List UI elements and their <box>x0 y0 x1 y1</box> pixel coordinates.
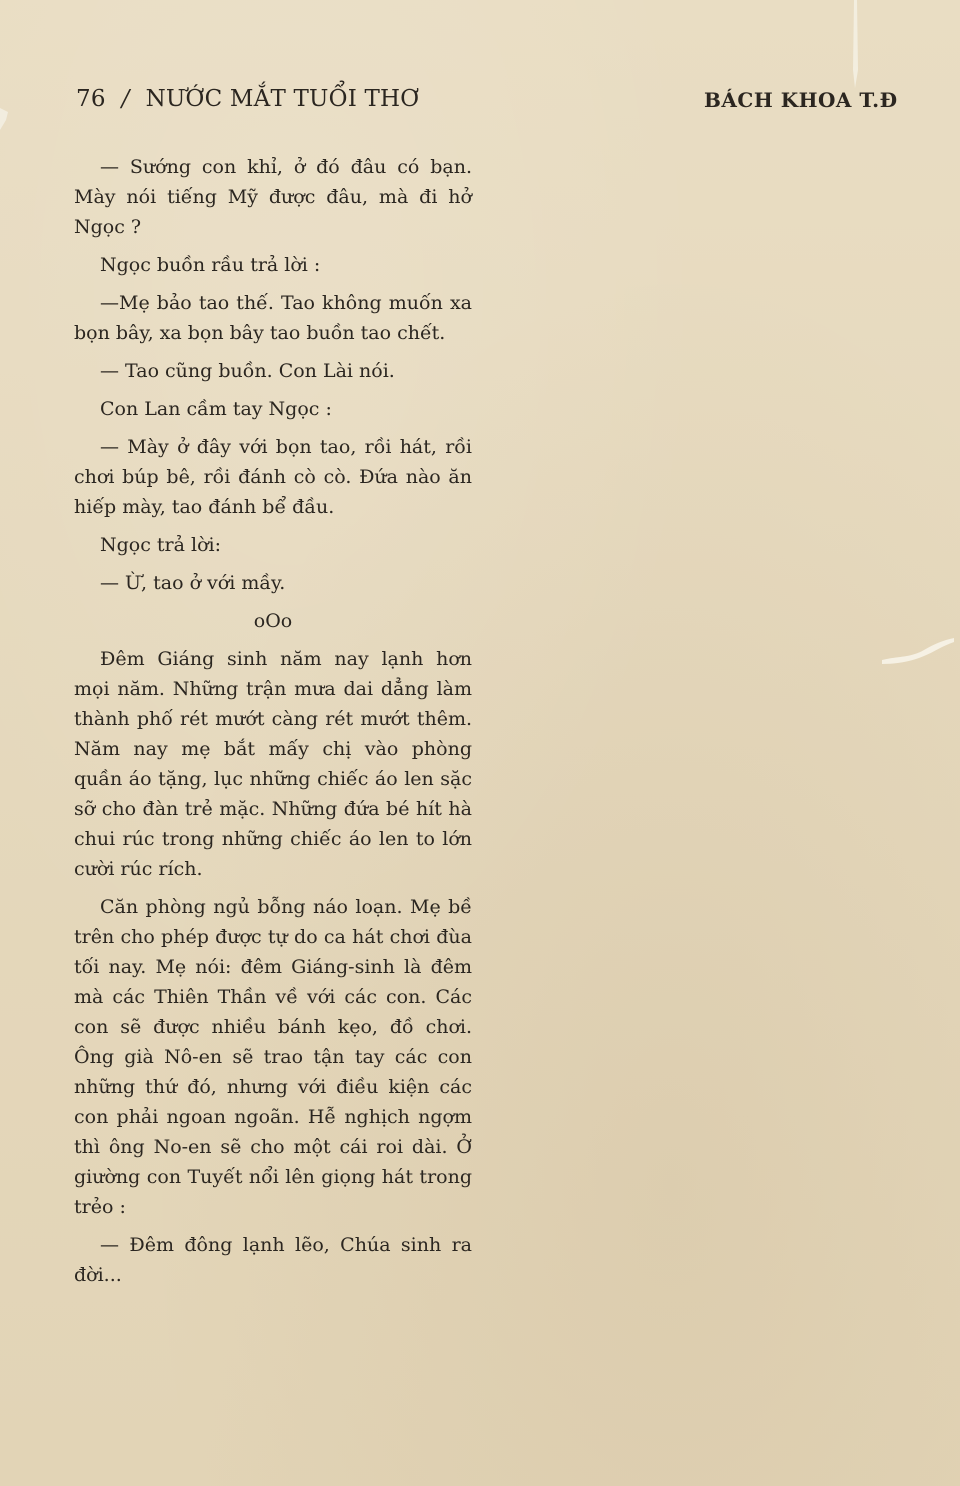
body-text-column <box>74 152 472 1298</box>
paragraph: —Mẹ bảo tao thế. Tao không muốn xa bọn bây, xa bọn bây tao buồn tao chết. <box>74 292 472 344</box>
paragraph: Con Lan cầm tay Ngọc : <box>100 398 332 420</box>
paragraph: Đêm Giáng sinh năm nay lạnh hơn mọi năm. Những trận mưa dai dẳng làm thành phố rét mướt càng rét mướt thêm. Năm nay mẹ bắt mấy chị vào phòng quần áo tặng, lục những chiếc áo len sặc sỡ cho đàn trẻ mặc. Những đứa bé hít hà chui rúc trong những chiếc áo len to lớn cười rúc rích. <box>74 648 472 880</box>
header-separator: / <box>121 86 130 112</box>
paragraph: — Sướng con khỉ, ở đó đâu có bạn. Mày nói tiếng Mỹ được đâu, mà đi hở Ngọc ? <box>74 156 472 238</box>
edge-mark <box>0 100 10 140</box>
paper-crease-mark <box>846 0 866 90</box>
paragraph: — Tao cũng buồn. Con Lài nói. <box>100 360 395 382</box>
paragraph: Căn phòng ngủ bỗng náo loạn. Mẹ bề trên cho phép được tự do ca hát chơi đùa tối nay. Mẹ nói: đêm Giáng-sinh là đêm mà các Thiên Thần về với các con. Các con sẽ được nhiều bánh kẹo, đồ chơi. Ông già Nô-en sẽ trao tận tay các con những thứ đó, nhưng với điều kiện các con phải ngoan ngoãn. Hễ nghịch ngợm thì ông No-en sẽ cho một cái roi dài. Ở giường con Tuyết nổi lên giọng hát trong trẻo : <box>74 896 472 1218</box>
page-number: 76 <box>76 86 106 112</box>
section-break: oOo <box>253 610 293 632</box>
running-header-left <box>76 86 419 112</box>
book-title: NƯỚC MẮT TUỔI THƠ <box>145 86 420 112</box>
paragraph: — Mày ở đây với bọn tao, rồi hát, rồi chơi búp bê, rồi đánh cò cò. Đứa nào ăn hiếp mày, tao đánh bể đầu. <box>74 436 472 518</box>
paper-scuff-mark <box>880 626 956 666</box>
paragraph: — Đêm đông lạnh lẽo, Chúa sinh ra đời... <box>74 1234 472 1286</box>
paragraph: — Ừ, tao ở với mầy. <box>100 572 286 594</box>
paragraph: Ngọc trả lời: <box>100 534 221 556</box>
paragraph: Ngọc buồn rầu trả lời : <box>100 254 321 276</box>
running-header-right: BÁCH KHOA T.Đ <box>704 88 898 112</box>
